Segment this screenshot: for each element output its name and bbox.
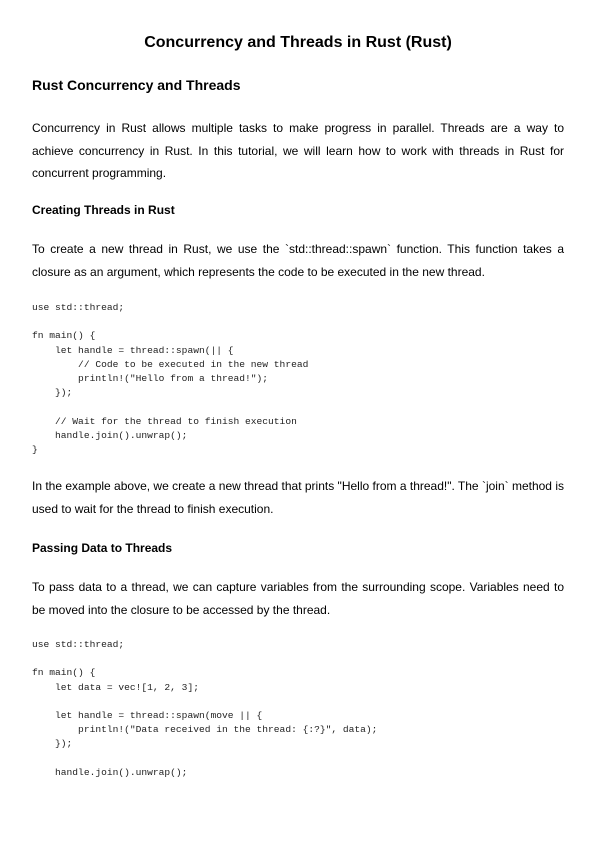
- passing-data-paragraph: To pass data to a thread, we can capture variables from the surrounding scope. Variables need to be moved into the closure to be accessed by the thread.: [32, 580, 564, 617]
- code-block-move-data: use std::thread; fn main() { let data = vec![1, 2, 3]; let handle = thread::spawn(move || { println!("Data received in the thread: {:?}", data); }); handle.join().unwrap();: [32, 639, 378, 778]
- section-heading: Rust Concurrency and Threads: [32, 77, 241, 93]
- creating-threads-paragraph: To create a new thread in Rust, we use the `std::thread::spawn` function. This function takes a closure as an argument, which represents the code to be executed in the new thread.: [32, 242, 564, 279]
- code-block-spawn-thread: use std::thread; fn main() { let handle = thread::spawn(|| { // Code to be executed in the new thread println!("Hello from a thread!"); }); // Wait for the thread to finish execution handle.join().unwrap(); }: [32, 302, 309, 456]
- document-title: Concurrency and Threads in Rust (Rust): [144, 34, 452, 51]
- subsection-heading-creating-threads: Creating Threads in Rust: [32, 203, 175, 217]
- subsection-heading-passing-data: Passing Data to Threads: [32, 541, 173, 555]
- intro-paragraph: Concurrency in Rust allows multiple tasks to make progress in parallel. Threads are a way to achieve concurrency in Rust. In this tutorial, we will learn how to work with threads in Rust for concurrent programming.: [32, 121, 564, 180]
- join-explanation-paragraph: In the example above, we create a new thread that prints "Hello from a thread!". The `join` method is used to wait for the thread to finish execution.: [32, 479, 564, 516]
